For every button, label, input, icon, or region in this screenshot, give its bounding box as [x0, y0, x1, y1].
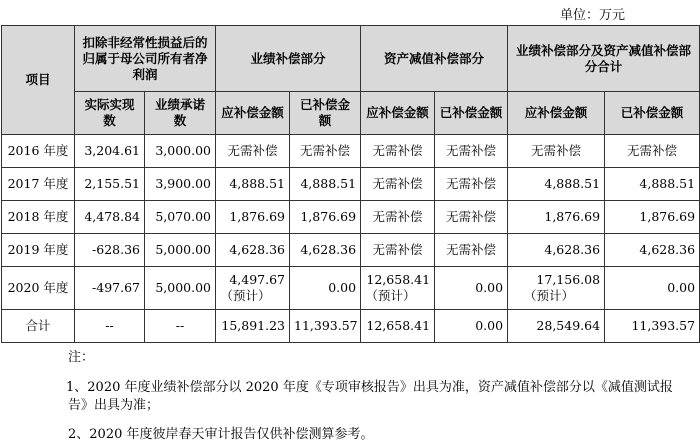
header-performance-compensation: 业绩补偿部分 — [216, 26, 361, 92]
cell-total-paid: 4,628.36 — [605, 234, 700, 267]
cell-impair-payable: 无需补偿 — [361, 168, 435, 201]
table-row-total — [2, 310, 700, 343]
cell-paid: 11,393.57 — [290, 310, 361, 343]
cell-actual: -497.67 — [75, 267, 145, 310]
row-year: 2018 年度 — [2, 201, 75, 234]
cell-total-payable — [508, 267, 605, 310]
compensation-table — [1, 25, 700, 343]
cell-payable: 4,888.51 — [216, 168, 290, 201]
table-row — [2, 267, 700, 310]
cell-payable: 4,628.36 — [216, 234, 290, 267]
cell-impair-payable-value: 12,658.41 — [366, 272, 431, 287]
header-committed: 业绩承诺数 — [145, 92, 216, 135]
cell-impair-paid: 无需补偿 — [435, 201, 508, 234]
cell-impair-paid: 0.00 — [435, 310, 508, 343]
table-row — [2, 234, 700, 267]
row-year: 合计 — [2, 310, 75, 343]
header-net-profit: 扣除非经常性损益后的归属于母公司所有者净利润 — [75, 26, 216, 92]
cell-payable-value: 4,497.67 — [229, 272, 286, 287]
cell-actual: 4,478.84 — [75, 201, 145, 234]
cell-committed: 3,000.00 — [145, 135, 216, 168]
row-year: 2017 年度 — [2, 168, 75, 201]
cell-payable: 无需补偿 — [216, 135, 290, 168]
cell-total-paid: 0.00 — [605, 267, 700, 310]
header-item: 项目 — [2, 26, 75, 135]
header-paid: 已补偿金额 — [290, 92, 361, 135]
cell-committed: 5,070.00 — [145, 201, 216, 234]
cell-total-payable: 1,876.69 — [508, 201, 605, 234]
estimate-note: （预计） — [524, 288, 575, 303]
table-row — [2, 135, 700, 168]
header-payable: 应补偿金额 — [216, 92, 290, 135]
header-total-payable: 应补偿金额 — [508, 92, 605, 135]
cell-payable: 1,876.69 — [216, 201, 290, 234]
cell-total-payable: 无需补偿 — [508, 135, 605, 168]
cell-committed: 5,000.00 — [145, 234, 216, 267]
header-impair-paid: 已补偿金额 — [435, 92, 508, 135]
cell-actual: -628.36 — [75, 234, 145, 267]
cell-total-payable-value: 17,156.08 — [536, 272, 601, 287]
cell-payable: 15,891.23 — [216, 310, 290, 343]
cell-impair-paid: 无需补偿 — [435, 234, 508, 267]
cell-paid: 0.00 — [290, 267, 361, 310]
cell-total-paid: 11,393.57 — [605, 310, 700, 343]
cell-impair-payable — [361, 267, 435, 310]
cell-total-paid: 4,888.51 — [605, 168, 700, 201]
header-impairment-compensation: 资产减值补偿部分 — [361, 26, 508, 92]
cell-committed: -- — [145, 310, 216, 343]
cell-committed: 5,000.00 — [145, 267, 216, 310]
header-total-compensation: 业绩补偿部分及资产减值补偿部分合计 — [508, 26, 700, 92]
cell-paid: 无需补偿 — [290, 135, 361, 168]
cell-impair-paid: 无需补偿 — [435, 135, 508, 168]
row-year: 2016 年度 — [2, 135, 75, 168]
notes-heading: 注： — [68, 350, 95, 365]
cell-committed: 3,900.00 — [145, 168, 216, 201]
note-item-2: 2、2020 年度彼岸春天审计报告仅供补偿测算参考。 — [68, 427, 374, 442]
cell-total-payable: 4,888.51 — [508, 168, 605, 201]
cell-impair-paid: 无需补偿 — [435, 168, 508, 201]
cell-actual: -- — [75, 310, 145, 343]
cell-paid: 4,628.36 — [290, 234, 361, 267]
cell-actual: 3,204.61 — [75, 135, 145, 168]
row-year: 2020 年度 — [2, 267, 75, 310]
cell-impair-payable: 无需补偿 — [361, 201, 435, 234]
table-row — [2, 201, 700, 234]
notes-section — [68, 349, 688, 444]
cell-impair-payable: 无需补偿 — [361, 135, 435, 168]
cell-total-paid: 1,876.69 — [605, 201, 700, 234]
note-item-1: 1、2020 年度业绩补偿部分以 2020 年度《专项审核报告》出具为准，资产减值补偿部分以《减值测试报告》出具为准； — [66, 380, 673, 413]
cell-payable — [216, 267, 290, 310]
estimate-note: （预计） — [220, 288, 271, 303]
cell-total-payable: 28,549.64 — [508, 310, 605, 343]
unit-label: 单位：万元 — [559, 8, 625, 23]
header-actual: 实际实现数 — [75, 92, 145, 135]
cell-total-paid: 无需补偿 — [605, 135, 700, 168]
cell-paid: 4,888.51 — [290, 168, 361, 201]
header-total-paid: 已补偿金额 — [605, 92, 700, 135]
cell-impair-payable: 12,658.41 — [361, 310, 435, 343]
row-year: 2019 年度 — [2, 234, 75, 267]
cell-impair-paid: 0.00 — [435, 267, 508, 310]
table-row — [2, 168, 700, 201]
cell-paid: 1,876.69 — [290, 201, 361, 234]
cell-actual: 2,155.51 — [75, 168, 145, 201]
cell-impair-payable: 无需补偿 — [361, 234, 435, 267]
estimate-note: （预计） — [365, 288, 416, 303]
header-impair-payable: 应补偿金额 — [361, 92, 435, 135]
cell-total-payable: 4,628.36 — [508, 234, 605, 267]
